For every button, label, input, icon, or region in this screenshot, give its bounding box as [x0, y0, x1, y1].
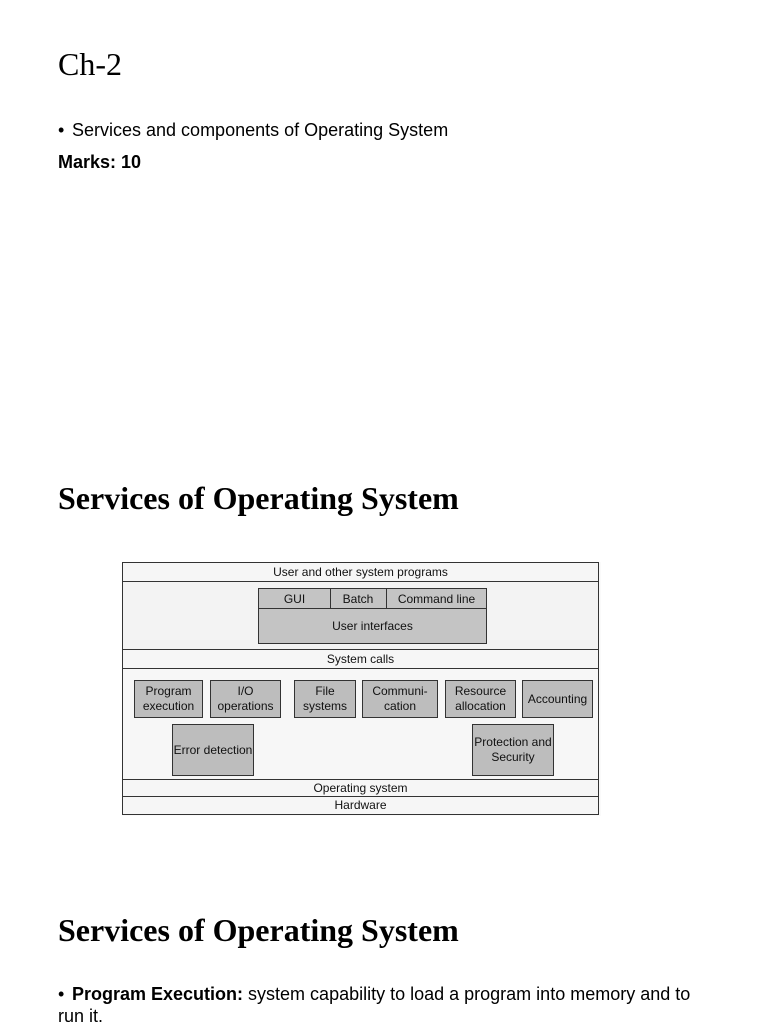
slide-3-title: Services of Operating System: [58, 912, 459, 948]
slide-2-title: Services of Operating System: [58, 480, 459, 516]
bullet-dot-icon: •: [58, 984, 65, 1004]
slide-1-marks: Marks: 10: [58, 152, 142, 172]
service-protection-security: Protection and Security: [472, 724, 554, 776]
service-error-detection: Error detection: [172, 724, 254, 776]
slide-3-bullet-bold: Program Execution:: [72, 984, 244, 1004]
service-program-execution: Program execution: [134, 680, 203, 718]
slide-1-title: Ch-2: [58, 46, 122, 82]
service-file-systems: File systems: [294, 680, 356, 718]
user-programs-band: User and other system programs: [122, 562, 599, 582]
user-interfaces-box: [258, 588, 487, 644]
service-io-operations: I/O operations: [210, 680, 281, 718]
service-communication: Communi- cation: [362, 680, 438, 718]
ui-tab-gui: GUI: [259, 589, 331, 609]
slide-3-bullet: [58, 983, 698, 1027]
operating-system-band: Operating system: [122, 779, 599, 797]
service-accounting: Accounting: [522, 680, 593, 718]
os-services-diagram: [122, 562, 601, 816]
hardware-band: Hardware: [122, 796, 599, 815]
ui-tab-command-line: Command line: [386, 589, 487, 609]
slide-1-bullet-text: Services and components of Operating System: [72, 120, 449, 140]
service-resource-allocation: Resource allocation: [445, 680, 516, 718]
bullet-dot-icon: •: [58, 120, 65, 140]
slide-1-bullet: [58, 118, 448, 142]
ui-tab-batch: Batch: [330, 589, 387, 609]
slide-3-bullet-text: system capability to load a program into memory and to run it.: [58, 984, 691, 1026]
user-interfaces-label: User interfaces: [332, 619, 413, 633]
system-calls-band: System calls: [122, 649, 599, 669]
